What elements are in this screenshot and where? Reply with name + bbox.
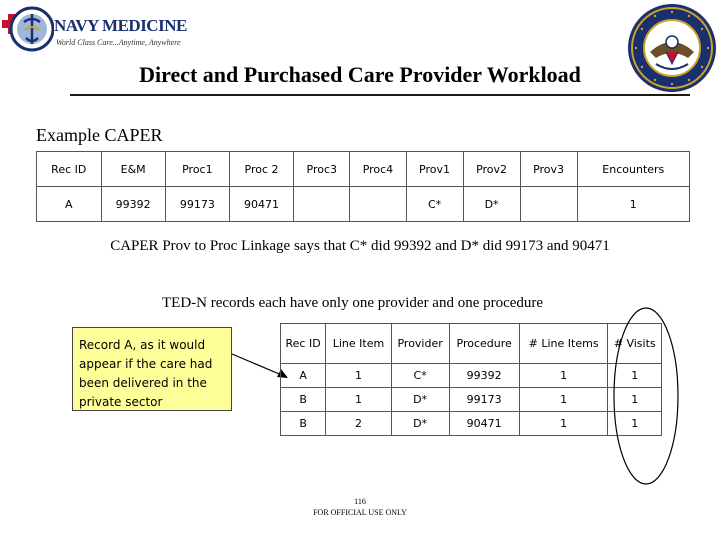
classification-label: FOR OFFICIAL USE ONLY: [313, 508, 407, 517]
tedn-cell: 90471: [449, 412, 519, 436]
caper-header-cell: Encounters: [577, 152, 689, 187]
tedn-row-1: [281, 364, 662, 388]
tedn-cell: 99392: [449, 364, 519, 388]
caper-cell: [520, 187, 577, 222]
tedn-cell: 1: [608, 364, 662, 388]
caper-cell: 1: [577, 187, 689, 222]
caper-header-cell: E&M: [101, 152, 165, 187]
caper-cell: 99173: [165, 187, 229, 222]
caper-cell: D*: [463, 187, 520, 222]
tedn-cell: 2: [326, 412, 392, 436]
tedn-header-row: [281, 324, 662, 364]
caper-cell: 90471: [229, 187, 293, 222]
caper-cell: A: [37, 187, 102, 222]
tedn-cell: D*: [391, 388, 449, 412]
caper-header-cell: Prov1: [406, 152, 463, 187]
tedn-cell: 99173: [449, 388, 519, 412]
tedn-cell: 1: [519, 364, 608, 388]
caper-header-cell: Proc1: [165, 152, 229, 187]
navy-medicine-emblem-icon: [2, 4, 54, 54]
title-divider: [70, 94, 690, 96]
tedn-cell: B: [281, 388, 326, 412]
caper-header-cell: Prov2: [463, 152, 520, 187]
caper-cell: [350, 187, 406, 222]
tedn-cell: 1: [326, 364, 392, 388]
slide-title: Direct and Purchased Care Provider Workload: [139, 62, 581, 87]
page-number: 116: [354, 497, 366, 506]
tedn-header-cell: Procedure: [449, 324, 519, 364]
tedn-cell: 1: [519, 412, 608, 436]
tedn-cell: B: [281, 412, 326, 436]
logo-tagline: World Class Care...Anytime, Anywhere: [56, 38, 181, 47]
caper-cell: C*: [406, 187, 463, 222]
tedn-cell: 1: [326, 388, 392, 412]
private-sector-callout: Record A, as it would appear if the care had been delivered in the private sector: [72, 327, 232, 411]
tedn-cell: 1: [519, 388, 608, 412]
tedn-header-cell: Line Item: [326, 324, 392, 364]
tedn-cell: 1: [608, 412, 662, 436]
tedn-cell: 1: [608, 388, 662, 412]
caper-header-cell: Proc4: [350, 152, 406, 187]
tedn-cell: D*: [391, 412, 449, 436]
caper-cell: [294, 187, 350, 222]
example-caper-heading: Example CAPER: [36, 125, 163, 145]
tedn-header-cell: # Line Items: [519, 324, 608, 364]
visits-highlight-ellipse: [608, 300, 684, 490]
tedn-table: [280, 323, 662, 436]
slide-footer: [0, 496, 720, 518]
tedn-header-cell: Rec ID: [281, 324, 326, 364]
caper-header-cell: Proc 2: [229, 152, 293, 187]
tedn-note: TED-N records each have only one provider and one procedure: [162, 295, 544, 311]
logo-name: NAVY MEDICINE: [54, 16, 187, 35]
tedn-cell: A: [281, 364, 326, 388]
tedn-cell: C*: [391, 364, 449, 388]
tedn-row-2: [281, 388, 662, 412]
caper-header-row: [37, 152, 690, 187]
caper-cell: 99392: [101, 187, 165, 222]
navy-medicine-logo: [2, 4, 187, 54]
tedn-header-cell: Provider: [391, 324, 449, 364]
caper-data-row: [37, 187, 690, 222]
caper-table: [36, 151, 690, 222]
tedn-row-3: [281, 412, 662, 436]
linkage-note: CAPER Prov to Proc Linkage says that C* did 99392 and D* did 99173 and 90471: [110, 238, 610, 254]
caper-header-cell: Proc3: [294, 152, 350, 187]
caper-header-cell: Rec ID: [37, 152, 102, 187]
tedn-header-cell: # Visits: [608, 324, 662, 364]
caper-header-cell: Prov3: [520, 152, 577, 187]
